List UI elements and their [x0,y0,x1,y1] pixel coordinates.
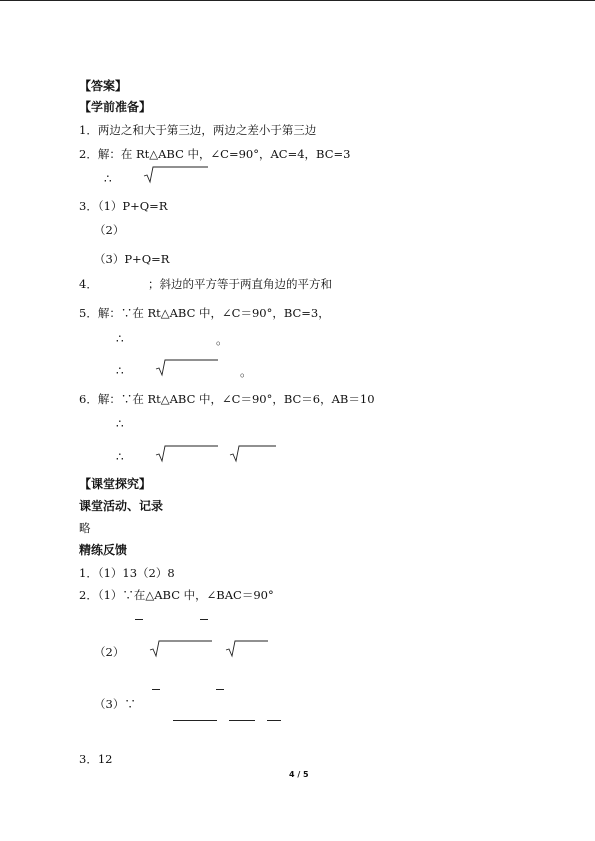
sqrt-sign [156,359,218,373]
answer-header: 【答案】 [79,79,128,93]
prep-q4-num: 4． [79,277,98,291]
fraction-bar [135,619,143,620]
period: 。 [240,365,253,379]
feedback-q2-2: （2） [94,645,125,659]
feedback-q3: 3．12 [79,752,113,766]
therefore-symbol: ∴ [104,172,112,186]
prep-q1: 1．两边之和大于第三边，两边之差小于第三边 [79,123,317,137]
fraction-bar [173,720,217,721]
therefore-symbol: ∴ [116,364,124,378]
therefore-symbol: ∴ [116,450,124,464]
therefore-symbol: ∴ [116,332,124,346]
fraction-bar [216,689,224,690]
fraction-bar [267,720,281,721]
feedback-q2-1: 2．（1）∵在△ABC 中，∠BAC＝90° [79,588,274,602]
page-indicator: 4 / 5 [289,770,309,779]
top-border [0,0,595,1]
prep-q6: 6．解：∵在 Rt△ABC 中，∠C＝90°，BC＝6，AB＝10 [79,392,375,406]
prep-q5: 5．解：∵在 Rt△ABC 中，∠C＝90°，BC=3， [79,306,330,320]
period: 。 [216,333,229,347]
sqrt-sign [226,640,268,654]
feedback-q2-3: （3）∵ [94,697,136,711]
explore-header: 【课堂探究】 [79,477,152,491]
prep-q3-1: 3．（1）P+Q=R [79,199,168,213]
prep-q2: 2．解：在 Rt△ABC 中，∠C=90°，AC=4，BC=3 [79,147,351,161]
feedback-heading: 精练反馈 [79,543,128,557]
prep-q3-2: （2） [94,223,125,237]
fraction-bar [152,689,160,690]
sqrt-sign [230,445,276,459]
fraction-bar [200,619,208,620]
sqrt-sign [156,445,218,459]
sqrt-sign [150,640,212,654]
activity-heading: 课堂活动、记录 [79,499,164,513]
prep-q4-text: ；斜边的平方等于两直角边的平方和 [148,277,332,291]
prep-header: 【学前准备】 [79,100,152,114]
omitted-text: 略 [79,521,91,535]
therefore-symbol: ∴ [116,417,124,431]
sqrt-sign [144,166,208,180]
feedback-q1: 1．（1）13（2）8 [79,566,175,580]
prep-q3-3: （3）P+Q=R [94,252,170,266]
fraction-bar [229,720,255,721]
